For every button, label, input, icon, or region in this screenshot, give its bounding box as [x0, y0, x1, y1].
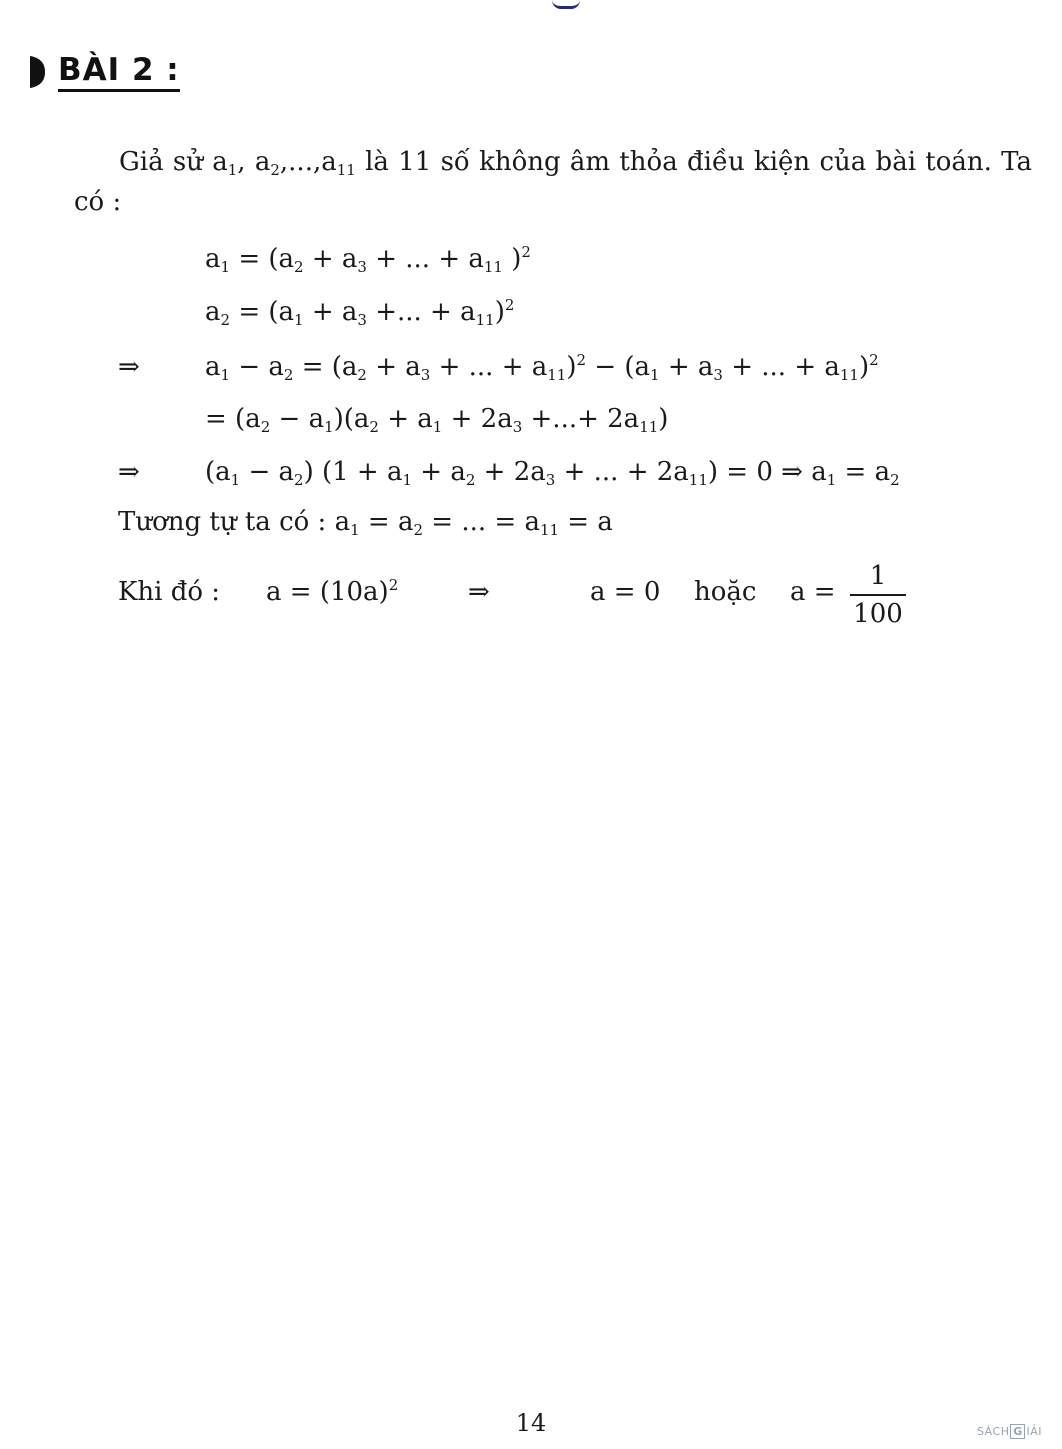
equation-a2: $a_2 = (a_1 + a_3$ +... + $a_{11})^2$	[205, 296, 515, 329]
section-heading	[28, 52, 180, 92]
intro-paragraph: Giả sử $a_1$, $a_2,...,a_{11}$ là 11 số không âm thỏa điều kiện của bài toán. Ta có :	[74, 147, 1033, 217]
fraction-one-hundredth	[850, 560, 906, 630]
solution-fraction-lhs: a =	[790, 577, 836, 607]
watermark-logo-box: G	[1010, 1424, 1025, 1439]
solution-zero: a = 0	[590, 577, 661, 607]
similar-prefix: Tương tự ta có :	[118, 507, 335, 537]
equation-conclusion: $(a_1 - a_2) (1 + a_1 + a_2 + 2a_3$ + ... + $2a_{11}) = 0$ ⇒ $a_1 = a_2$	[205, 457, 900, 489]
sachgiai-watermark	[977, 1424, 1042, 1439]
top-decoration	[552, 0, 580, 9]
khi-do-label: Khi đó :	[118, 577, 221, 607]
intro-text-start: Giả sử a	[119, 147, 228, 177]
similar-statement: Tương tự ta có : $a_1 = a_2$ = ... = $a_{11} = a$	[118, 507, 613, 539]
final-result-row	[118, 560, 918, 632]
heading-title: BÀI 2 :	[58, 52, 180, 92]
implies-arrow-3: ⇒	[468, 577, 490, 607]
hoac-label: hoặc	[694, 577, 757, 607]
fraction-denominator: 100	[853, 599, 903, 629]
equation-factored: = $(a_2 - a_1)(a_2 + a_1 + 2a_3$ +...+ $2a_{11}$)	[205, 404, 669, 436]
equation-a1: $a_1 = (a_2 + a_3$ + ... + $a_{11}$ )$^2$	[205, 243, 531, 276]
intro-text-end: là 11 số không âm thỏa điều kiện của bài toán. Ta có :	[74, 147, 1033, 217]
watermark-left: SÁCH	[977, 1425, 1010, 1438]
implies-arrow-1: ⇒	[118, 352, 140, 382]
equation-a-square: $a = (10a)^2$	[266, 576, 399, 607]
page-number: 14	[515, 1409, 547, 1437]
fraction-numerator: 1	[869, 561, 887, 591]
equation-difference: $a_1 - a_2 = (a_2 + a_3$ + ... + $a_{11})^2 - (a_1 + a_3$ + ... + $a_{11})^2$	[205, 351, 879, 384]
watermark-right: IẢI	[1026, 1425, 1042, 1438]
half-circle-bullet-icon	[28, 55, 46, 89]
fraction-bar	[850, 594, 906, 596]
implies-arrow-2: ⇒	[118, 457, 140, 487]
